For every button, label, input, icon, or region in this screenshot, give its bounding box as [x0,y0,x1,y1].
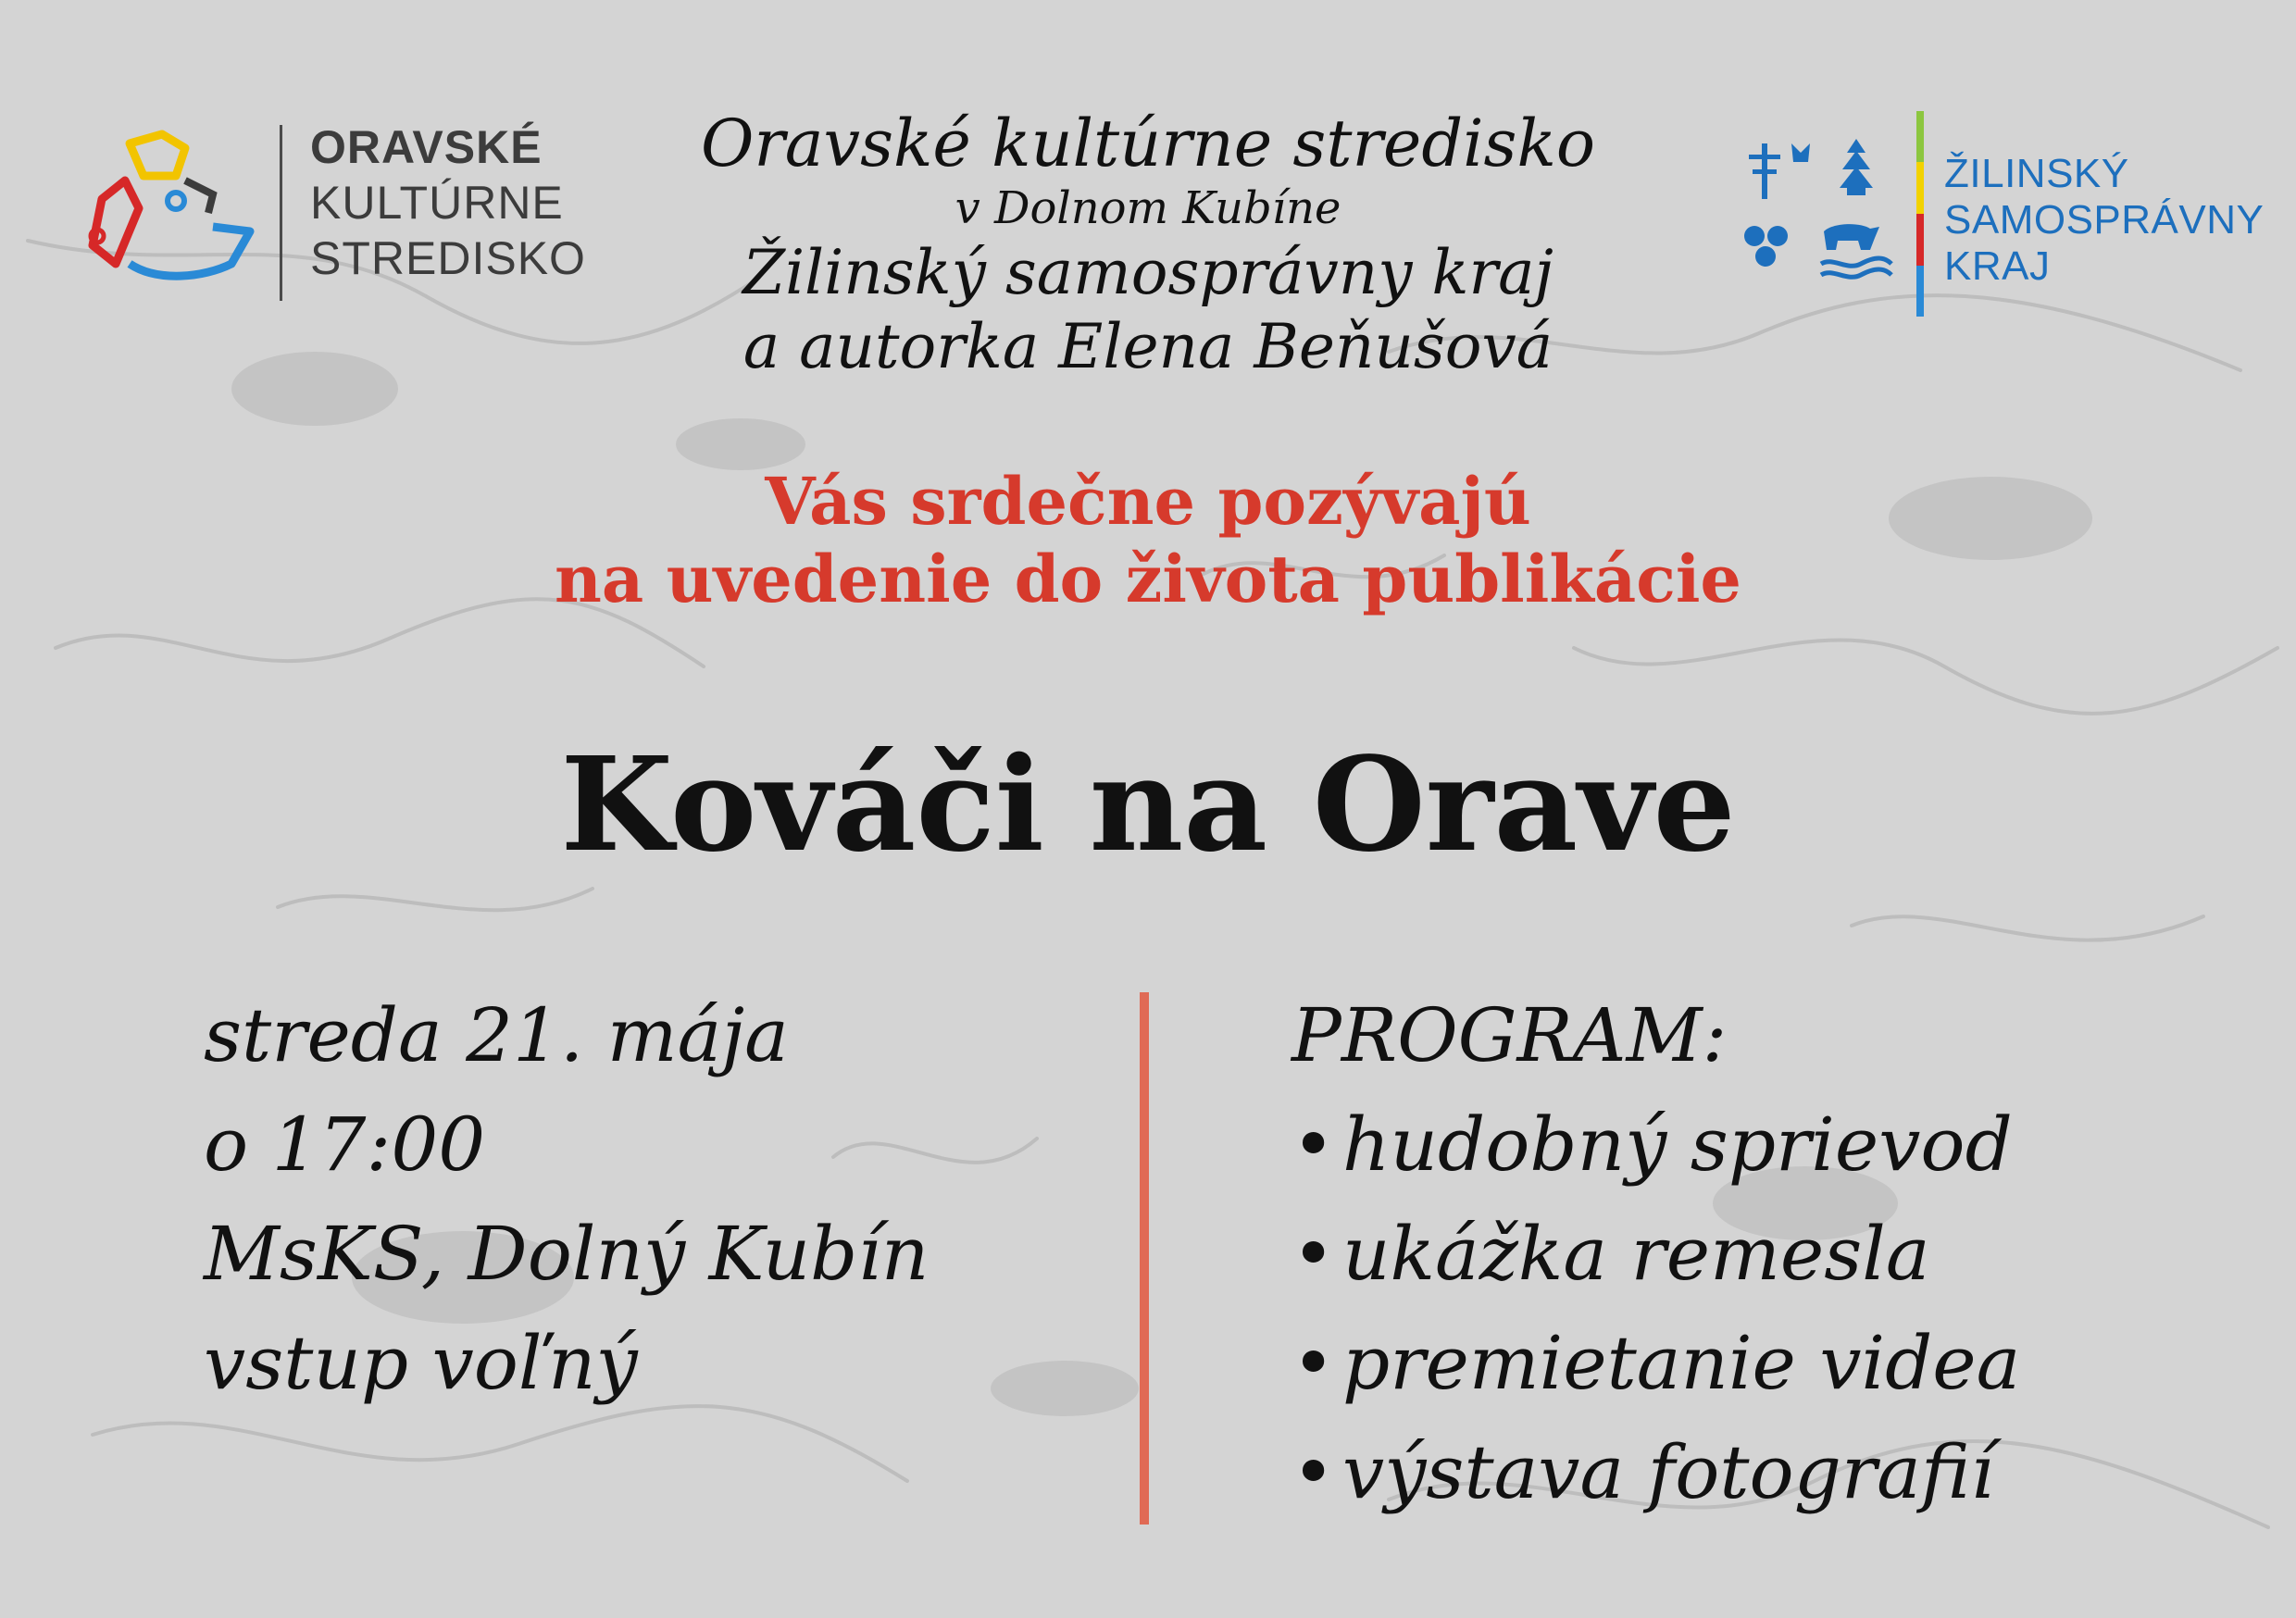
program-item-label: ukážka remesla [1342,1211,1930,1297]
event-entry: vstup voľný [204,1320,638,1406]
program-item [1292,1418,2020,1527]
bullet-icon: • [1292,1211,1336,1297]
program-section [1292,981,2020,1527]
logo-text-stredisko: STREDISKO [310,232,586,284]
program-list [1292,1090,2020,1527]
header-location: v Dolnom Kubíne [955,182,1341,234]
program-item [1292,1309,2020,1418]
invitation-text [222,463,2074,618]
invitation-line-1: Vás srdečne pozývajú [765,463,1531,540]
program-item [1292,1200,2020,1309]
header-organization: Oravské kultúrne stredisko [700,106,1596,181]
zsk-logo [1736,106,2265,319]
header-region: Žilinský samosprávny kraj [742,237,1554,308]
oks-logo [74,116,630,315]
bullet-icon: • [1292,1101,1336,1188]
organizers-header [593,106,1703,384]
event-time: o 17:00 [204,1101,486,1188]
invitation-line-2: na uvedenie do života publikácie [555,541,1741,617]
details-divider [1140,992,1149,1525]
logo-text-oravske: ORAVSKÉ [310,121,543,173]
bullet-icon: • [1292,1429,1336,1515]
regional-crest-icon [1736,134,1903,287]
logo-text-kraj: KRAJ [1944,243,2051,289]
event-date: streda 21. mája [204,992,789,1078]
oravsko-region-icon [74,125,268,296]
header-author: a autorka Elena Beňušová [742,311,1554,382]
event-place: MsKS, Dolný Kubín [204,1211,930,1297]
color-stripe [1916,111,1924,317]
program-item-label: premietanie videa [1342,1320,2021,1406]
logo-text-zilinsky: ŽILINSKÝ [1944,151,2129,196]
logo-text-samospravny: SAMOSPRÁVNY [1944,197,2265,243]
event-details [204,981,929,1418]
program-item-label: hudobný sprievod [1342,1101,2013,1188]
program-item [1292,1090,2020,1200]
logo-text-kulturne: KULTÚRNE [310,177,564,229]
bullet-icon: • [1292,1320,1336,1406]
logo-divider [280,125,282,301]
publication-title: Kováči na Orave [560,729,1736,881]
program-heading: PROGRAM: [1292,992,1728,1078]
program-item-label: výstava fotografií [1342,1429,1994,1515]
